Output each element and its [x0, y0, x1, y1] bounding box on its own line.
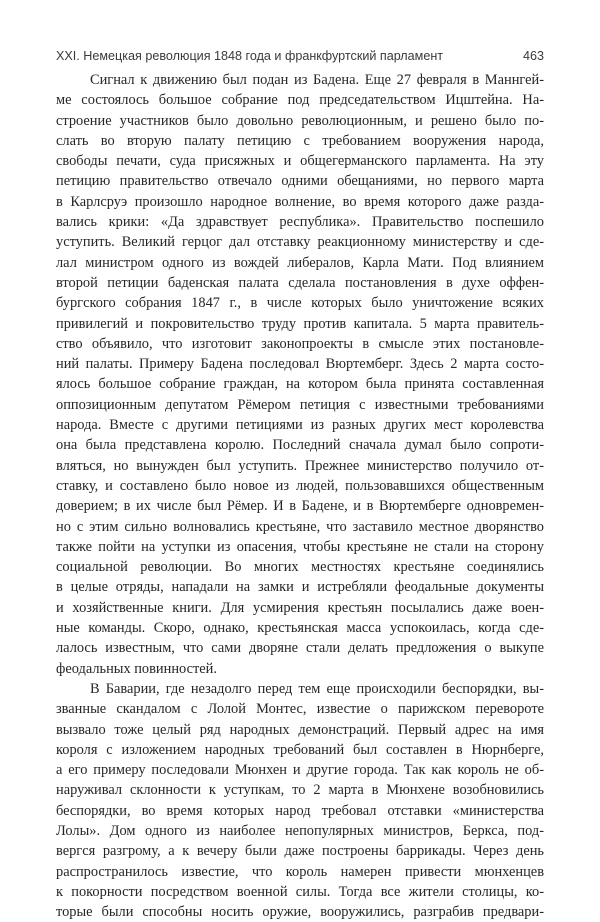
text-line: доверием; в их числе был Рёмер. И в Бадене, и в Вюртемберге одновремен-	[56, 498, 544, 515]
text-line: беспорядки, во время которых народ требовал отставки «министерства	[56, 802, 544, 819]
running-title: XXI. Немецкая революция 1848 года и франкфуртский парламент	[56, 49, 444, 63]
text-line: народа. Вместе с другими петициями из разных других мест королевства	[56, 417, 544, 434]
page-number: 463	[522, 49, 544, 63]
text-line: вергся разгрому, а к вечеру были даже построены баррикады. Через день	[56, 843, 544, 860]
text-line: вляться, но вынужден был уступить. Прежнее министерство получило от-	[56, 457, 544, 474]
text-line: в целые отряды, нападали на замки и истребляли феодальные документы	[56, 579, 544, 596]
text-line: вались крики: «Да здравствует республика». Правительство поспешило	[56, 214, 544, 231]
text-line: бургского собрания 1847 г., в числе которых было уничтожение всяких	[56, 295, 544, 312]
text-line: торые были способны носить оружие, вооружились, разграбив предвари-	[56, 904, 544, 921]
text-line: ные команды. Скоро, однако, крестьянская масса успокоилась, когда сде-	[56, 620, 544, 637]
text-line: феодальных повинностей.	[56, 660, 217, 677]
text-line: ство объявило, что изготовит законопроекты в смысле этих постановле-	[56, 335, 544, 352]
text-line: уступить. Великий герцог дал отставку реакционному министерству и сде-	[56, 234, 544, 251]
text-line: строение участников было довольно революционным, и решено было по-	[56, 112, 544, 129]
text-line: В Баварии, где незадолго перед тем еще происходили беспорядки, вы-	[90, 680, 544, 697]
text-line: в Карлсруэ произошло народное волнение, во время которого даже разда-	[56, 193, 544, 210]
paragraph	[56, 679, 544, 922]
text-line: привилегий и покровительство труду против капитала. 5 марта правитель-	[56, 315, 544, 332]
text-line: Сигнал к движению был подан из Бадена. Еще 27 февраля в Маннгей-	[90, 72, 544, 88]
text-line: лалось известным, что сами дворяне стали делать предложения о выкупе	[56, 640, 544, 657]
text-line: социальной революции. Во многих местностях крестьяне соединялись	[56, 559, 544, 576]
text-line: свободы печати, суда присяжных и общегерманского парламента. На эту	[56, 153, 544, 170]
text-line: Лолы». Дом одного из наиболее непопулярных министров, Беркса, под-	[56, 822, 544, 839]
text-line: второй петиции баденская палата сделала постановления в духе оффен-	[56, 274, 544, 291]
text-line: и хозяйственные книги. Для усмирения крестьян посылались даже воен-	[56, 599, 544, 616]
text-line: ме состоялось большое собрание под председательством Ицштейна. На-	[56, 92, 544, 109]
text-line: наруживал склонности к уступкам, то 2 марта в Мюнхене возобновились	[56, 782, 544, 799]
text-line: ний палаты. Примеру Бадена последовал Вюртемберг. Здесь 2 марта состо-	[56, 356, 544, 373]
paragraph	[56, 70, 544, 679]
text-line: званные скандалом с Лолой Монтес, известие о парижском перевороте	[56, 701, 544, 718]
text-line: вызвало тоже целый ряд народных демонстраций. Первый адрес на имя	[56, 721, 544, 738]
running-header	[56, 49, 544, 67]
text-line: лал министром одного из вождей либералов, Карла Мати. Под влиянием	[56, 254, 544, 271]
text-line: к покорности посредством военной силы. Тогда все жители столицы, ко-	[56, 883, 544, 900]
text-line: короля с изложением народных требований был составлен в Нюрнберге,	[56, 741, 544, 758]
text-line: также пойти на уступки из опасения, чтобы крестьяне не стали на сторону	[56, 538, 544, 555]
text-line: но с этим сильно волновались крестьяне, что заставило местное дворянство	[56, 518, 544, 535]
body-text	[56, 70, 544, 922]
text-line: она была представлена королю. Последний сначала думал было сопроти-	[56, 437, 544, 454]
text-line: распространилось известие, что король намерен привести мюнхенцев	[56, 863, 544, 880]
text-line: слать во вторую палату петицию с требованием вооружения народа,	[56, 132, 544, 149]
text-line: а его примеру последовали Мюнхен и другие города. Так как король не об-	[56, 762, 544, 779]
text-line: ялось большое собрание граждан, на котором была принята составленная	[56, 376, 544, 393]
text-line: петицию правительство отвечало одними обещаниями, но первого марта	[56, 173, 544, 190]
text-line: оппозиционным депутатом Рёмером петиция с известными требованиями	[56, 396, 544, 413]
text-line: ставку, и составлено было новое из людей, пользовавшихся общественным	[56, 477, 544, 494]
